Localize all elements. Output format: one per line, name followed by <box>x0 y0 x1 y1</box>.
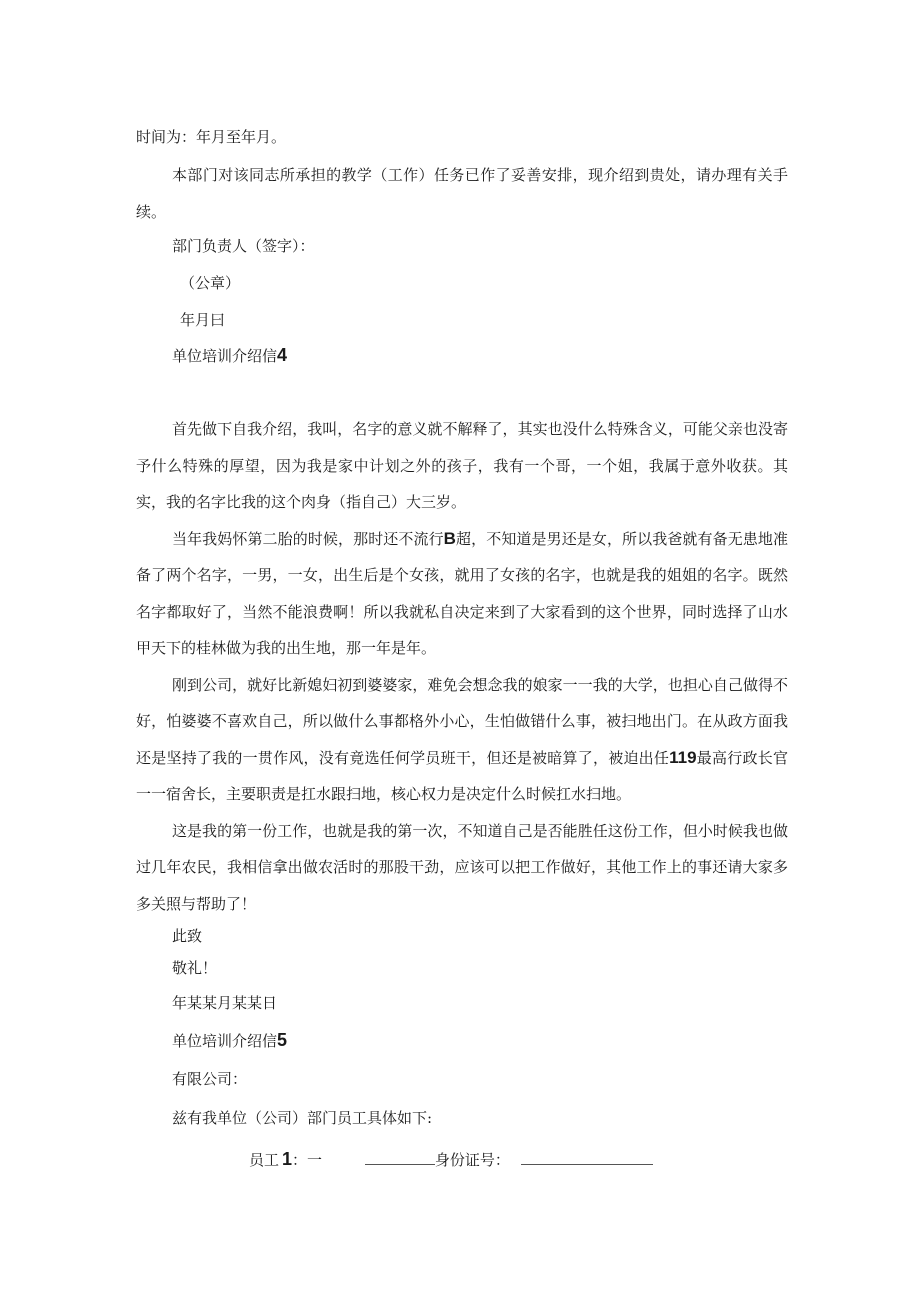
employee-number: 1 <box>282 1149 293 1169</box>
letter5-heading <box>172 1030 287 1051</box>
official-seal-label: （公章） <box>180 274 241 292</box>
letter5-heading-text: 单位培训介绍信 <box>172 1032 278 1050</box>
letter4-heading-number: 4 <box>277 345 288 365</box>
employee-colon: ：一 <box>292 1151 323 1169</box>
letter5-heading-number: 5 <box>277 1030 288 1050</box>
letter4-heading-text: 单位培训介绍信 <box>172 347 278 365</box>
id-number-blank <box>521 1148 653 1165</box>
arrangement-paragraph <box>136 157 788 230</box>
closing-salutation: 此致 <box>172 927 203 945</box>
employee-row <box>249 1148 653 1170</box>
recipient-line: 有限公司： <box>172 1070 248 1088</box>
time-line: 时间为：年月至年月。 <box>136 128 287 146</box>
date-line: 年月曰 <box>180 311 226 329</box>
arrangement-text: 本部门对该同志所承担的教学（工作）任务已作了妥善安排，现介绍到贵处，请办理有关手续。 <box>136 166 788 221</box>
letter4-heading <box>172 345 287 366</box>
letter4-paragraph-3: 刚到公司，就好比新媳妇初到婆婆家，难免会想念我的娘家一一我的大学，也担心自己做得不好，怕婆婆不喜欢自己，所以做什么事都格外小心，生怕做错什么事，被扫地出门。在从政方面我还是坚持了我的一贯作风，没有竟选任何学员班干，但还是被暗算了，被迫出任119最高行政长官一一宿舍长，主要职责是扛水跟扫地，核心权力是决定什么时候扛水扫地。 <box>136 675 788 803</box>
letter4-paragraph-1: 首先做下自我介绍，我叫，名字的意义就不解释了，其实也没什么特殊含义，可能父亲也没寄予什么特殊的厚望，因为我是家中计划之外的孩子，我有一个哥，一个姐，我属于意外收获。其实，我的名字比我的这个肉身（指自己）大三岁。 <box>136 420 788 511</box>
employee-label: 员工 <box>249 1151 280 1169</box>
letter4-paragraph-2: 当年我妈怀第二胎的时候，那时还不流行B超，不知道是男还是女，所以我爸就有备无患地准备了两个名字，一男，一女，出生后是个女孩，就用了女孩的名字，也就是我的姐姐的名字。既然名字都取好了，当然不能浪费啊！所以我就私自决定来到了大家看到的这个世界，同时选择了山水甲天下的桂林做为我的出生地，那一年是年。 <box>136 528 788 657</box>
letter4-body <box>136 411 788 922</box>
employee-name-blank <box>365 1148 435 1165</box>
letter4-paragraph-4: 这是我的第一份工作，也就是我的第一次，不知道自己是否能胜任这份工作，但小时候我也做过几年农民，我相信拿出做农活时的那股干劲，应该可以把工作做好，其他工作上的事还请大家多多关照与帮助了！ <box>136 821 788 913</box>
letter5-intro: 兹有我单位（公司）部门员工具体如下: <box>172 1109 433 1127</box>
id-number-label: 身份证号： <box>434 1151 510 1169</box>
letter4-date: 年某某月某某日 <box>172 994 278 1012</box>
responsible-signature: 部门负责人（签字）： <box>172 237 315 255</box>
closing-regards: 敬礼！ <box>172 959 218 977</box>
